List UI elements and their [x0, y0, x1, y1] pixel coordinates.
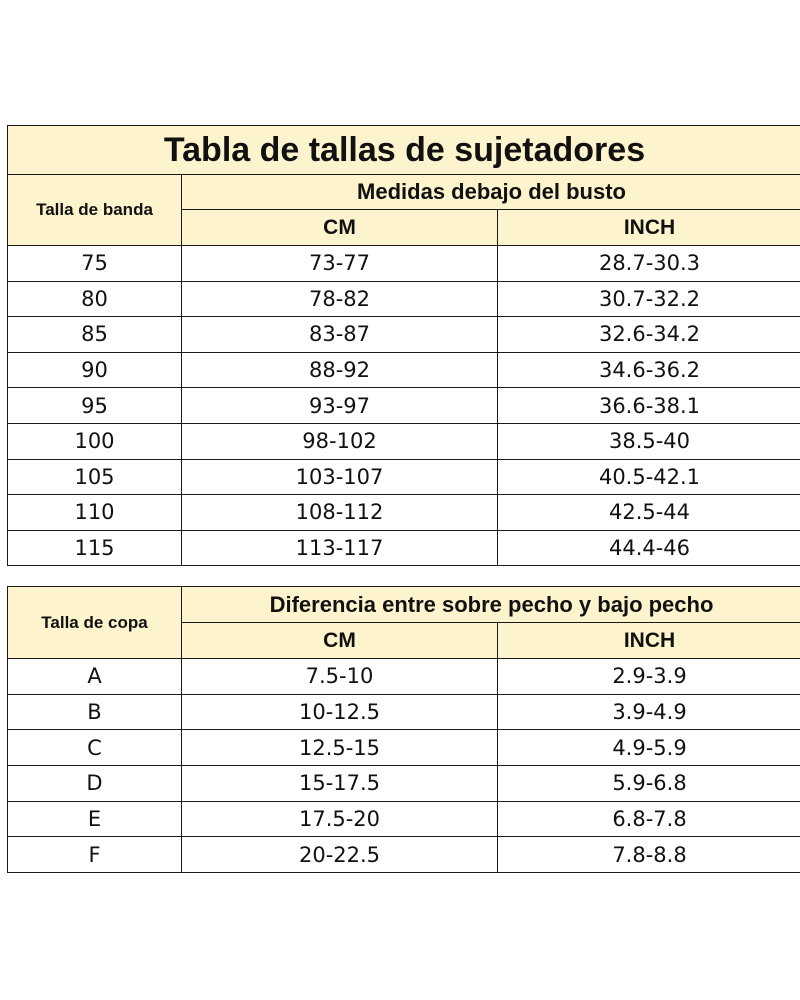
inch-cell: 40.5-42.1: [498, 459, 800, 495]
cup-cm-header: CM: [182, 623, 498, 659]
size-cell: 105: [8, 459, 182, 495]
inch-cell: 30.7-32.2: [498, 281, 800, 317]
size-cell: 85: [8, 317, 182, 353]
cm-cell: 12.5-15: [182, 730, 498, 766]
cup-table-row: [8, 837, 800, 873]
cup-table-row: [8, 659, 800, 695]
size-cell: 95: [8, 388, 182, 424]
size-cell: B: [8, 694, 182, 730]
inch-cell: 32.6-34.2: [498, 317, 800, 353]
cm-cell: 15-17.5: [182, 766, 498, 802]
table-title: Tabla de tallas de sujetadores: [8, 126, 800, 175]
cm-cell: 93-97: [182, 388, 498, 424]
cm-cell: 108-112: [182, 495, 498, 531]
cm-cell: 7.5-10: [182, 659, 498, 695]
cup-inch-header: INCH: [498, 623, 800, 659]
cm-cell: 83-87: [182, 317, 498, 353]
cm-cell: 17.5-20: [182, 801, 498, 837]
size-cell: C: [8, 730, 182, 766]
band-table-row: [8, 423, 800, 459]
cup-table-row: [8, 801, 800, 837]
band-table-row: [8, 352, 800, 388]
size-cell: 100: [8, 423, 182, 459]
size-cell: 75: [8, 246, 182, 282]
size-cell: 90: [8, 352, 182, 388]
band-table-row: [8, 530, 800, 566]
cm-cell: 98-102: [182, 423, 498, 459]
band-cm-header: CM: [182, 210, 498, 246]
band-table-row: [8, 281, 800, 317]
inch-cell: 6.8-7.8: [498, 801, 800, 837]
inch-cell: 3.9-4.9: [498, 694, 800, 730]
cup-table-row: [8, 694, 800, 730]
inch-cell: 42.5-44: [498, 495, 800, 531]
inch-cell: 34.6-36.2: [498, 352, 800, 388]
inch-cell: 44.4-46: [498, 530, 800, 566]
size-cell: 115: [8, 530, 182, 566]
inch-cell: 36.6-38.1: [498, 388, 800, 424]
size-cell: F: [8, 837, 182, 873]
band-size-header: Talla de banda: [8, 175, 182, 246]
cm-cell: 73-77: [182, 246, 498, 282]
inch-cell: 38.5-40: [498, 423, 800, 459]
cm-cell: 103-107: [182, 459, 498, 495]
size-cell: 80: [8, 281, 182, 317]
band-inch-header: INCH: [498, 210, 800, 246]
band-size-table: [7, 125, 800, 566]
size-cell: D: [8, 766, 182, 802]
inch-cell: 7.8-8.8: [498, 837, 800, 873]
cm-cell: 20-22.5: [182, 837, 498, 873]
cm-cell: 88-92: [182, 352, 498, 388]
band-table-row: [8, 317, 800, 353]
cup-table-row: [8, 730, 800, 766]
band-table-row: [8, 388, 800, 424]
bust-difference-group-header: Diferencia entre sobre pecho y bajo pecho: [182, 587, 800, 623]
band-table-row: [8, 495, 800, 531]
inch-cell: 28.7-30.3: [498, 246, 800, 282]
size-cell: E: [8, 801, 182, 837]
cup-table-row: [8, 766, 800, 802]
underbust-group-header: Medidas debajo del busto: [182, 175, 800, 210]
cup-size-header: Talla de copa: [8, 587, 182, 659]
band-table-row: [8, 459, 800, 495]
size-cell: A: [8, 659, 182, 695]
inch-cell: 4.9-5.9: [498, 730, 800, 766]
inch-cell: 5.9-6.8: [498, 766, 800, 802]
cm-cell: 78-82: [182, 281, 498, 317]
cup-size-table: [7, 586, 800, 873]
cm-cell: 10-12.5: [182, 694, 498, 730]
band-table-row: [8, 246, 800, 282]
cm-cell: 113-117: [182, 530, 498, 566]
inch-cell: 2.9-3.9: [498, 659, 800, 695]
size-cell: 110: [8, 495, 182, 531]
